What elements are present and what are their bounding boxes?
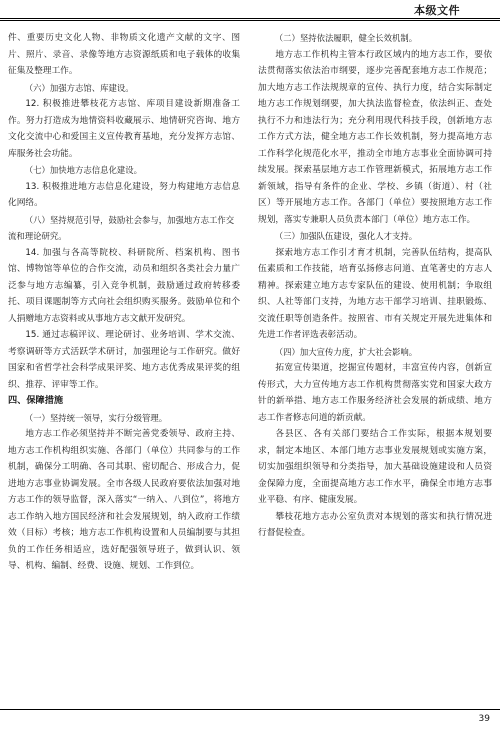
subheading: （一）坚持统一领导，实行分级管理。 — [24, 412, 168, 423]
page-footer — [0, 707, 500, 731]
paragraph: 各县区、各有关部门要结合工作实际，根据本规划要求，制定本地区、本部门地方志事业发展规划或实施方案，切实加强组织领导和分类指导，加大基础设施建设和人员资金保障力度，全面提高地方志工作水平，确保全市地方志事业平稳、有序、健康发展。 — [258, 429, 492, 505]
subheading: （四）加大宣传力度，扩大社会影响。 — [274, 346, 418, 357]
paragraph: 拓宽宣传渠道，挖掘宣传题材，丰富宣传内容，创新宣传形式，大力宣传地方志工作机构贯彻落实党和国家大政方针的新举措、地方志工作服务经济社会发展的新成绩、地方志工作者修志问道的新贡献。 — [258, 363, 492, 423]
footer-rule — [0, 709, 500, 710]
paragraph: 12. 积极推进攀枝花方志馆、库项目建设新期准备工作。努力打造成为地情资料收藏展示、地情研究咨询、地方文化交流中心和爱国主义宣传教育基地，充分发挥方志馆、库服务社会功能。 — [8, 99, 240, 159]
right-column — [258, 30, 492, 542]
subheading: （三）加强队伍建设，强化人才支持。 — [274, 231, 418, 241]
section-heading: 四、保障措施 — [8, 395, 64, 406]
paragraph: 14. 加强与各高等院校、科研院所、档案机构、图书馆、博物馆等单位的合作交流，动员和组织各类社会力量广泛参与地方志编纂，引入竞争机制，鼓励通过政府转移委托、项目课题制等方式向社会组织购买服务。鼓励单位和个人捐赠地方志资料或从事地方志文献开发研究。 — [8, 247, 240, 324]
subheading: （八）坚持规范引导，鼓励社会参与，加强地方志工作交流和理论研究。 — [8, 214, 235, 241]
subheading: （七）加快地方志信息化建设。 — [24, 165, 143, 175]
paragraph: 攀枝花地方志办公室负责对本规划的落实和执行情况进行督促检查。 — [258, 511, 492, 538]
subheading: （二）坚持依法履职，健全长效机制。 — [274, 33, 418, 43]
section-title: 本级文件 — [414, 4, 460, 17]
subheading: （六）加强方志馆、库建设。 — [24, 82, 134, 93]
paragraph: 15. 通过志稿评议、理论研讨、业务培训、学术交流、考察调研等方式活跃学术研讨，加强理论与工作研究。做好国家和省哲学社会科学成果评奖、地方志优秀成果评奖的组织、推荐、评审等工作。 — [8, 330, 240, 390]
page-header — [0, 0, 500, 22]
paragraph: 13. 积极推进地方志信息化建设，努力构建地方志信息化网络。 — [8, 181, 240, 208]
left-column — [8, 30, 240, 575]
header-rule-thin — [0, 20, 500, 21]
paragraph: 地方志工作机构主管本行政区域内的地方志工作，要依法贯彻落实依法治市纲要，逐步完善配套地方志工作规范；加大地方志工作法规规章的宣传、执行力度，结合实际制定地方志工作规划纲要，加大执法监督检查，依法纠正、查处执行不力和违法行为；充分利用现代科技手段，创新地方志工作方式方法，健全地方志工作长效机制，努力提高地方志工作科学化规范化水平，推动全市地方志事业全面协调可持续发展。探索基层地方志工作管理新模式，拓展地方志工作新领域，指导有条件的企业、学校、乡镇（街道）、村（社区）等开展地方志工作。各部门（单位）要按照地方志工作规划，落实专兼职人员负责本部门（单位）地方志工作。 — [258, 49, 492, 225]
paragraph: 探索地方志工作引才育才机制，完善队伍结构，提高队伍素质和工作技能，培育弘扬修志问道、直笔著史的方志人精神。探索建立地方志专家队伍的建设、使用机制；争取组织、人社等部门支持，为地方志干部学习培训、挂职锻炼、交流任职等创造条件。按照省、市有关规定开展先进集体和先进工作者评选表彰活动。 — [258, 247, 492, 340]
page-number: 39 — [478, 714, 490, 724]
paragraph: 件、重要历史文化人物、非物质文化遗产文献的文字、图片、照片、录音、录像等地方志资源纸质和电子载体的收集征集及整理工作。 — [8, 33, 240, 76]
paragraph: 地方志工作必须坚持并不断完善党委领导、政府主持、地方志工作机构组织实施、各部门（单位）共同参与的工作机制，确保分工明确、各司其职、密切配合、形成合力，促进地方志事业协调发展。全市各级人民政府要依法加强对地方志工作的领导监督，深入落实“一纳入、八到位”，将地方志工作纳入地方国民经济和社会发展规划，纳入政府工作绩效（目标）考核；地方志工作机构设置和人员编制要与其担负的工作任务相适应，选好配强领导班子，做到认识、领导、机构、编制、经费、设施、规划、工作到位。 — [8, 429, 240, 571]
header-rule — [0, 18, 500, 19]
